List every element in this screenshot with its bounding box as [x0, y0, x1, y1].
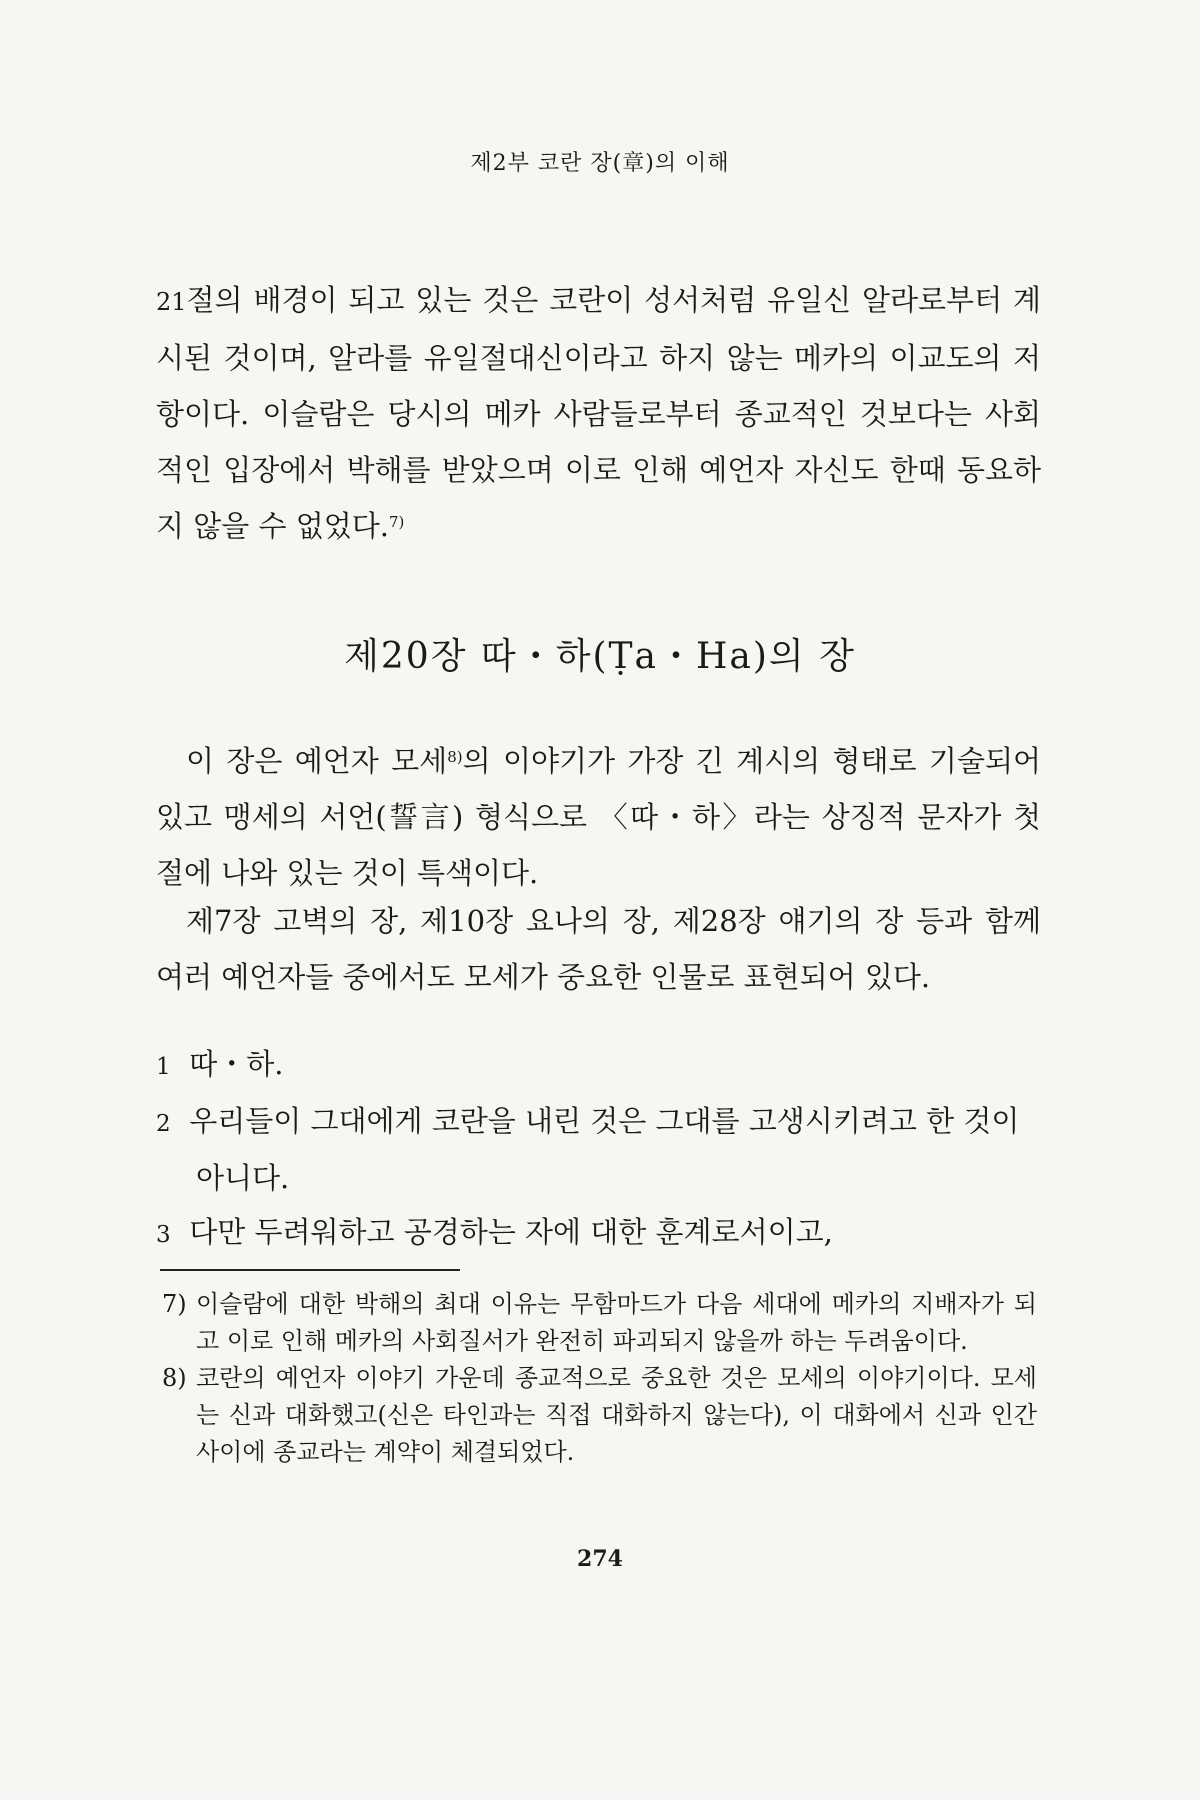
verse-text: 따・하. [189, 1047, 284, 1081]
footnote-text: 코란의 예언자 이야기 가운데 종교적으로 중요한 것은 모세의 이야기이다. 모세는 신과 대화했고(신은 타인과는 직접 대화하지 않는다), 이 대화에서 신과 인간 사이에 종교라는 계약이 체결되었다. [196, 1364, 1037, 1466]
footnote-text: 이슬람에 대한 박해의 최대 이유는 무함마드가 다음 세대에 메카의 지배자가 되고 이로 인해 메카의 사회질서가 완전히 파괴되지 않을까 하는 두려움이다. [196, 1290, 1037, 1355]
paragraph-verse-21-context [156, 272, 1041, 554]
verse-item: 1 따・하. [156, 1047, 284, 1081]
paragraph-related-chapters: 제7장 고벽의 장, 제10장 요나의 장, 제28장 얘기의 장 등과 함께 여러 예언자들 중에서도 모세가 중요한 인물로 표현되어 있다. [156, 904, 1041, 994]
paragraph-text-after: 의 이야기가 가장 긴 계시의 형태로 기술되어 있고 맹세의 서언(誓言) 형식으로 〈따・하〉라는 상징적 문자가 첫 절에 나와 있는 것이 특색이다. [156, 744, 1041, 890]
footnote-ref-7[interactable]: 7) [388, 513, 405, 531]
verse-text: 다만 두려워하고 공경하는 자에 대한 훈계로서이고, [189, 1215, 833, 1249]
verse-text: 우리들이 그대에게 코란을 내린 것은 그대를 고생시키려고 한 것이 아니다. [189, 1104, 1020, 1195]
footnote-7 [162, 1286, 1037, 1360]
verse-list [156, 1037, 1036, 1262]
footnote-ref-8[interactable]: 8) [447, 748, 463, 766]
paragraph-chapter-intro [156, 733, 1041, 901]
verse-item: 2 우리들이 그대에게 코란을 내린 것은 그대를 고생시키려고 한 것이 아니다. [156, 1104, 1020, 1195]
footnote-8 [162, 1360, 1037, 1471]
footnote-marker: 7) [162, 1290, 187, 1318]
footnote-list [162, 1286, 1037, 1471]
verse-number: 21 [156, 288, 187, 316]
running-header: 제2부 코란 장(章)의 이해 [470, 151, 730, 176]
page-number: 274 [577, 1546, 623, 1572]
verse-item: 3 다만 두려워하고 공경하는 자에 대한 훈계로서이고, [156, 1215, 833, 1249]
footnote-marker: 8) [162, 1364, 187, 1392]
paragraph-text: 절의 배경이 되고 있는 것은 코란이 성서처럼 유일신 알라로부터 계시된 것이며, 알라를 유일절대신이라고 하지 않는 메카의 이교도의 저항이다. 이슬람은 당시의 메카 사람들로부터 종교적인 것보다는 사회적인 입장에서 박해를 받았으며 이로 인해 예언자 자신도 한때 동요하지 않을 수 없었다. [156, 283, 1041, 543]
paragraph-text-before: 이 장은 예언자 모세 [186, 744, 448, 778]
chapter-title: 제20장 따・하(Ṭa・Ha)의 장 [344, 636, 856, 677]
footnote-divider [160, 1269, 460, 1271]
